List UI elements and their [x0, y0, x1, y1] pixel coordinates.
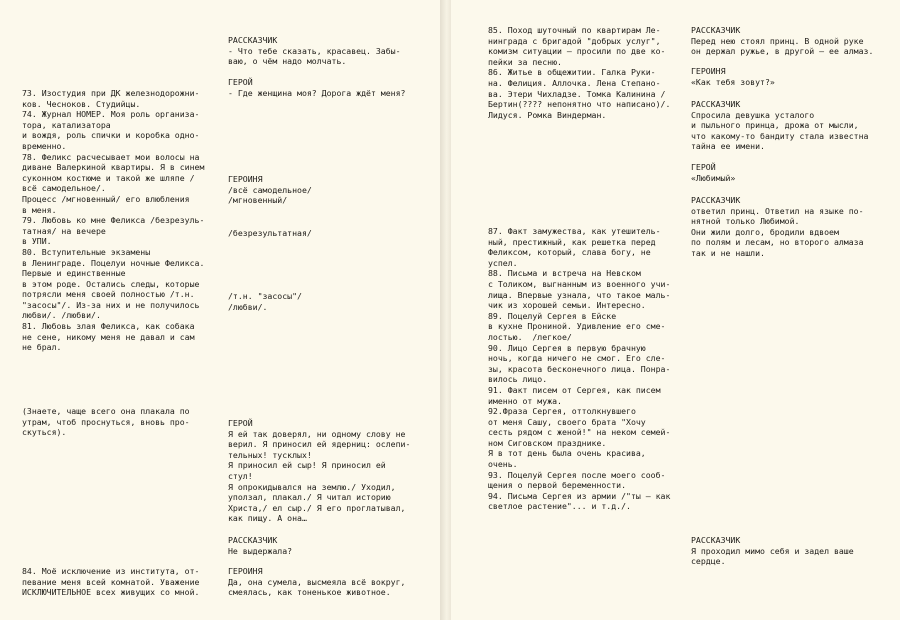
narrator-line-4: РАССКАЗЧИК Спросила девушка усталого и пыльного принца, дрожа от мысли, что какому-то бандиту стала известна тайна ее имени. — [691, 99, 869, 152]
book-gutter — [440, 0, 451, 620]
hero-line-3: ГЕРОЙ «Любимый» — [691, 162, 736, 183]
heroine-line-1: ГЕРОИНЯ /всё самодельное/ /мгновенный/ — [228, 174, 312, 206]
narrator-line-6: РАССКАЗЧИК Я проходил мимо себя и задел ваше сердце. — [691, 535, 854, 567]
narrator-line-1: РАССКАЗЧИК - Что тебе сказать, красавец. Забы- ваю, о чём надо молчать. — [228, 35, 401, 67]
heroine-line-3: ГЕРОИНЯ «Как тебя зовут?» — [691, 66, 775, 87]
narrator-line-5: РАССКАЗЧИК ответил принц. Ответил на языке по- нятной только Любимой. Они жили долго, бродили вдвоем по полям и лесам, но второго алмаза так и не нашли. — [691, 195, 864, 258]
note-bezrezultatnaya: /безрезультатная/ — [228, 228, 312, 238]
entries-85-86: 85. Поход шуточный по квартирам Ле- нинграда с бригадой "добрых услуг", комизм ситуации — просили по две ко- пейки за песню. 86. Житье в общежитии. Галка Руки- на. Фелиция. Аллочка. Лена Степано- ва. Этери Чихладзе. Томка Калинина / Бертин(???? непонятно что написано)/. Лидуся. Ромка Виндерман. — [488, 25, 671, 120]
narrator-line-2: РАССКАЗЧИК Не выдержала? — [228, 535, 293, 556]
right-page — [451, 0, 900, 620]
heroine-line-2: ГЕРОИНЯ Да, она сумела, высмеяла всё вокруг, смеялась, как тоненькое животное. — [228, 566, 406, 598]
aside-crying-note: (Знаете, чаще всего она плакала по утрам, чтоб проснуться, вновь про- скуться). — [22, 406, 190, 438]
narrator-line-3: РАССКАЗЧИК Перед нею стоял принц. В одной руке он держал ружье, в другой — ее алмаз. — [691, 25, 874, 57]
hero-line-1: ГЕРОЙ - Где женщина моя? Дорога ждёт меня? — [228, 77, 406, 98]
note-zasosy: /т.н. "засосы"/ /любви/. — [228, 291, 302, 312]
left-page — [0, 0, 440, 620]
entries-87-94: 87. Факт замужества, как утешитель- ный, престижный, как решетка перед Феликсом, который, слава богу, не успел. 88. Письма и встреча на Невском с Толиком, выгнанным из военного учи- лища. Впервые узнала, что такое маль- чик из хорошей семьи. Интересно. 89. Поцелуй Сергея в Ейске в кухне Прониной. Удивление его сме- лостью. /легкое/ 90. Лицо Сергея в первую брачную ночь, когда ничего не смог. Его сле- зы, красота бесконечного лица. Понра- вилось лицо. 91. Факт писем от Сергея, как писем именно от мужа. 92.Фраза Сергея, оттолкнувшего от меня Сашу, своего брата "Хочу сесть рядом с женой!" на неком семей- ном Сиговском празднике. Я в тот день была очень красива, очень. 93. Поцелуй Сергея после моего сооб- щения о первой беременности. 94. Письма Сергея из армии /"ты — как светлое растение"... и т.д./. — [488, 226, 671, 512]
entries-73-81: 73. Изостудия при ДК железнодорожни- ков. Чесноков. Студийцы. 74. Журнал НОМЕР. Моя роль организа- тора, катализатора и вождя, роль спички и коробка одно- временно. 78. Феликс расчесывает мои волосы на диване Валеркиной квартиры. Я в синем суконном костюме и такой же шляпе / всё самодельное/. Процесс /мгновенный/ его влюбления в меня. 79. Любовь ко мне Феликса /безрезуль- татная/ на вечере в УПИ. 80. Вступительные экзамены в Ленинграде. Поцелуи ночные Феликса. Первые и единственные в этом роде. Остались следы, которые потрясли меня своей полностью /т.н. "засосы"/. Из-за них и не получилось любви/. /любви/. 81. Любовь злая Феликса, как собака не сене, никому меня не давал и сам не брал. — [22, 88, 205, 353]
hero-line-2: ГЕРОЙ Я ей так доверял, ни одному слову не верил. Я приносил ей ядерниц: ослепи- тельных! тусклых! Я приносил ей сыр! Я приносил ей стул! Я опрокидывался на землю./ Уходил, уползал, плакал./ Я читал историю Христа,/ ел сыр./ Я его проглатывал, как пищу. А она… — [228, 418, 411, 524]
entry-84: 84. Моё исключение из института, от- певание меня всей комнатой. Уважение ИСКЛЮЧИТЕЛЬНОЕ всех живущих со мной. — [22, 566, 200, 598]
